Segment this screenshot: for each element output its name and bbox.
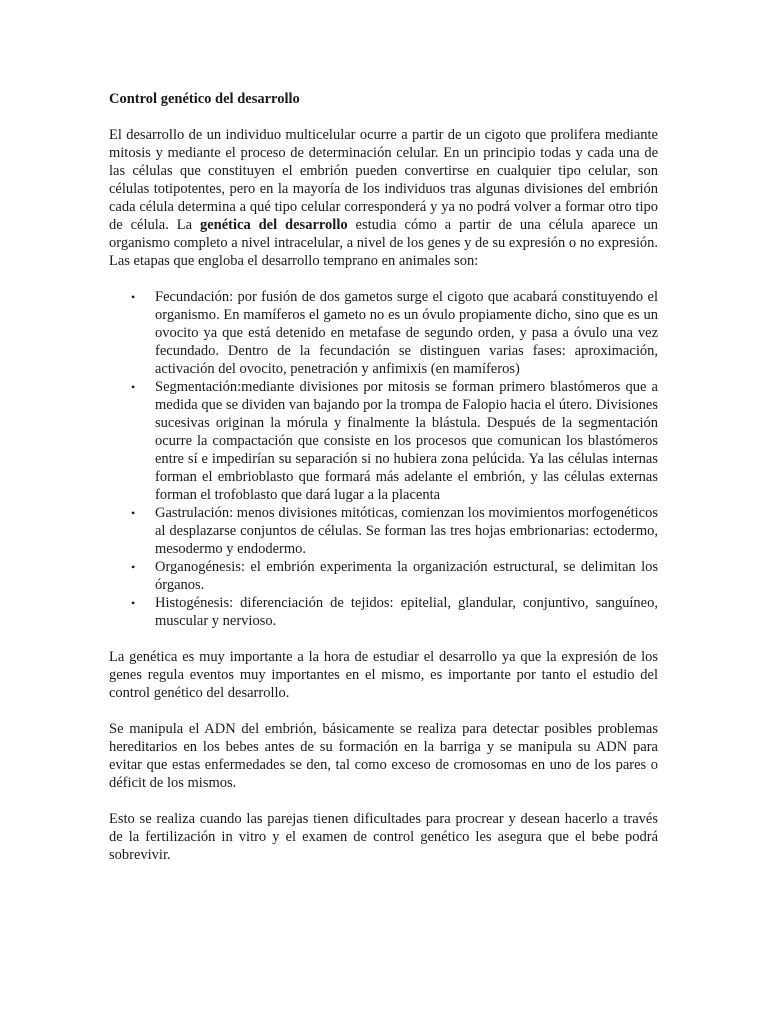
list-item [109,288,658,378]
stage-text: Histogénesis: diferenciación de tejidos: epitelial, glandular, conjuntivo, sanguíneo, muscular y nervioso. [155,595,658,629]
stages-list [109,288,658,630]
list-item [109,504,658,558]
bullet-icon: • [131,506,136,520]
intro-text-before: El desarrollo de un individuo multicelular ocurre a partir de un cigoto que prolifera mediante mitosis y mediante el proceso de determinación celular. En un principio todas y cada una de las células que constituyen el embrión pueden convertirse en cualquier tipo celular, son células totipotentes, pero en la mayoría de los individuos tras algunas divisiones del embrión cada célula determina a qué tipo celular corresponderá y ya no podrá volver a formar otro tipo de célula. La [109,127,658,233]
paragraph-genetics-importance: La genética es muy importante a la hora de estudiar el desarrollo ya que la expresión de los genes regula eventos muy importantes en el mismo, es importante por tanto el estudio del control genético del desarrollo. [109,649,658,701]
intro-text-after: estudia cómo a partir de una célula aparece un organismo completo a nivel intracelular, a nivel de los genes y de su expresión o no expresión. Las etapas que engloba el desarrollo temprano en animales son: [109,217,658,269]
intro-bold-term: genética del desarrollo [199,217,348,233]
list-item [109,594,658,630]
bullet-icon: • [131,596,136,610]
bullet-icon: • [131,380,136,394]
stage-text: Organogénesis: el embrión experimenta la organización estructural, se delimitan los órganos. [155,559,658,593]
stage-text: Fecundación: por fusión de dos gametos surge el cigoto que acabará constituyendo el organismo. En mamíferos el gameto no es un óvulo propiamente dicho, sino que es un ovocito ya que está detenido en metafase de segundo orden, y pasa a óvulo una vez fecundado. Dentro de la fecundación se distinguen varias fases: aproximación, activación del ovocito, penetración y anfimixis (en mamíferos) [155,289,658,377]
bullet-icon: • [131,290,136,304]
list-item [109,378,658,504]
paragraph-in-vitro: Esto se realiza cuando las parejas tienen dificultades para procrear y desean hacerlo a través de la fertilización in vitro y el examen de control genético les asegura que el bebe podrá sobrevivir. [109,811,658,863]
stage-text: Segmentación:mediante divisiones por mitosis se forman primero blastómeros que a medida que se dividen van bajando por la trompa de Falopio hacia el útero. Divisiones sucesivas originan la mórula y finalmente la blástula. Después de la segmentación ocurre la compactación que consiste en los procesos que comunican los blastómeros entre sí e impedirían su separación si no hubiera zona pelúcida. Ya las células internas forman el embrioblasto que formará más adelante el embrión, y las células externas forman el trofoblasto que dará lugar a la placenta [155,379,658,503]
list-item [109,558,658,594]
paragraph-dna-manipulation: Se manipula el ADN del embrión, básicamente se realiza para detectar posibles problemas hereditarios en los bebes antes de su formación en la barriga y se manipula su ADN para evitar que estas enfermedades se den, tal como exceso de cromosomas en uno de los pares o déficit de los mismos. [109,721,658,791]
document-page [109,90,658,882]
document-title: Control genético del desarrollo [109,91,300,107]
bullet-icon: • [131,560,136,574]
intro-paragraph [109,126,658,270]
stage-text: Gastrulación: menos divisiones mitóticas, comienzan los movimientos morfogenéticos al desplazarse conjuntos de células. Se forman las tres hojas embrionarias: ectodermo, mesodermo y endodermo. [155,505,658,557]
